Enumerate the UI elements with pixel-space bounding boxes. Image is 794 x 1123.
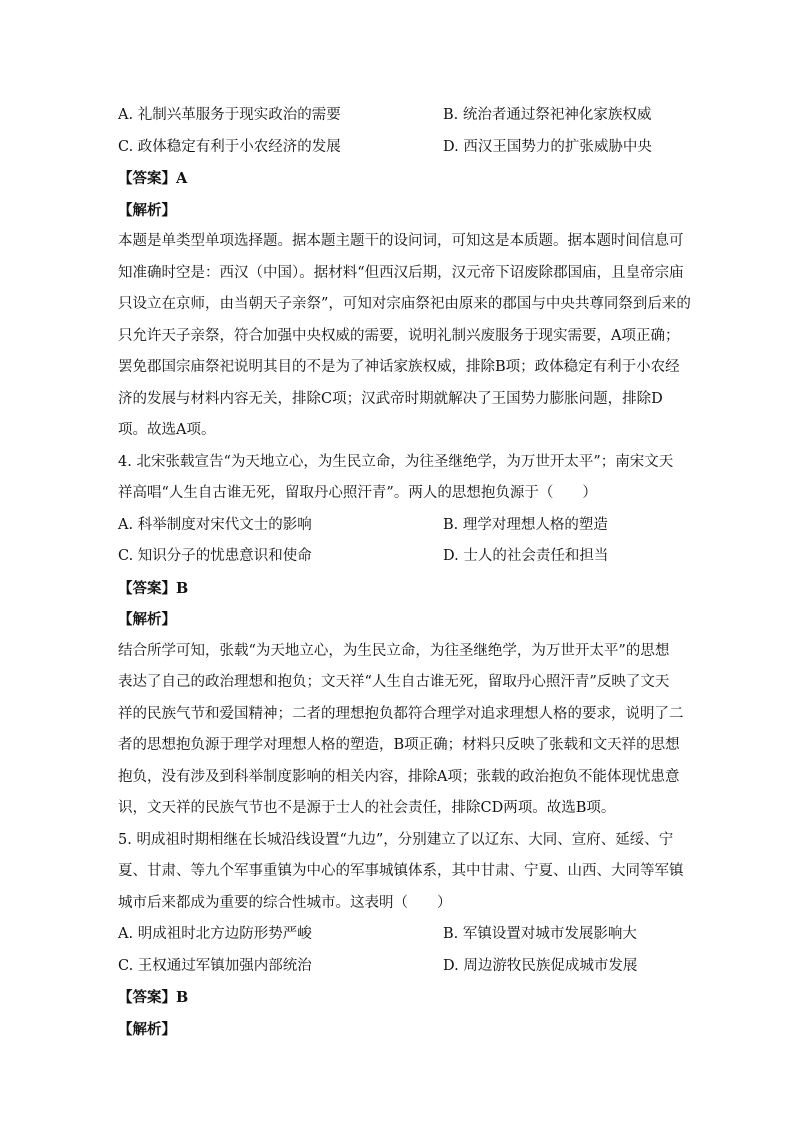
q5-stem-line: 城市后来都成为重要的综合性城市。这表明（ ） xyxy=(118,894,452,911)
q3-option-a: A. 礼制兴革服务于现实政治的需要 xyxy=(118,107,341,123)
q5-options-row-2 xyxy=(118,951,678,983)
q4-option-b: B. 理学对理想人格的塑造 xyxy=(443,516,608,533)
q4-stem-line: 祥高唱“人生自古谁无死，留取丹心照汗青”。两人的思想抱负源于（ ） xyxy=(118,485,597,501)
q3-options-row-2 xyxy=(118,132,678,164)
q4-analysis-line: 者的思想抱负源于理学对理想人格的塑造，B项正确；材料只反映了张载和文天祥的思想 xyxy=(118,737,680,753)
q3-option-b: B. 统治者通过祭祀神化家族权威 xyxy=(443,107,652,123)
q3-option-c: C. 政体稳定有利于小农经济的发展 xyxy=(118,138,341,155)
q4-option-d: D. 士人的社会责任和担当 xyxy=(443,548,609,564)
q5-analysis-label: 【解析】 xyxy=(118,1020,176,1038)
q5-stem-line: 夏、甘肃、等九个军事重镇为中心的军事城镇体系，其中甘肃、宁夏、山西、大同等军镇 xyxy=(118,863,684,879)
q3-analysis-line: 项。故选A项。 xyxy=(118,422,216,438)
q4-analysis-line: 结合所学可知，张载“为天地立心，为生民立命，为往圣继绝学，为万世开太平”的思想 xyxy=(118,642,670,659)
q5-stem xyxy=(118,825,684,920)
q5-option-c: C. 王权通过军镇加强内部统治 xyxy=(118,957,312,974)
q4-analysis-line: 祥的民族气节和爱国精神；二者的理想抱负都符合理学对追求理想人格的要求，说明了二 xyxy=(118,705,684,722)
q3-answer: 【答案】A xyxy=(118,170,188,187)
q4-option-c: C. 知识分子的忧患意识和使命 xyxy=(118,548,312,564)
q4-options-row-2 xyxy=(118,541,678,573)
q3-analysis-label: 【解析】 xyxy=(118,201,176,219)
q4-analysis xyxy=(118,636,684,825)
q3-option-d: D. 西汉王国势力的扩张威胁中央 xyxy=(443,138,652,155)
q3-analysis-line: 济的发展与材料内容无关，排除C项；汉武帝时期就解决了王国势力膨胀问题，排除D xyxy=(118,390,663,407)
q3-analysis-line: 知准确时空是：西汉（中国）。据材料“但西汉后期，汉元帝下诏废除郡国庙，且皇帝宗庙 xyxy=(118,264,684,281)
q4-stem-line: 4. 北宋张载宣告“为天地立心，为生民立命，为往圣继绝学，为万世开太平”；南宋文天 xyxy=(118,453,674,470)
q5-stem-line: 5. 明成祖时期相继在长城沿线设置“九边”，分别建立了以辽东、大同、宣府、延绥、宁 xyxy=(118,831,674,848)
q5-option-b: B. 军镇设置对城市发展影响大 xyxy=(443,926,637,942)
q4-analysis-label: 【解析】 xyxy=(118,611,176,628)
q5-options-row-1 xyxy=(118,919,678,951)
q4-answer: 【答案】B xyxy=(118,579,189,597)
q3-options-row-1 xyxy=(118,100,678,132)
q5-option-d: D. 周边游牧民族促成城市发展 xyxy=(443,957,638,974)
q5-option-a: A. 明成祖时北方边防形势严峻 xyxy=(118,926,312,942)
q4-option-a: A. 科举制度对宋代文士的影响 xyxy=(118,516,312,533)
q4-analysis-line: 表达了自己的政治理想和抱负；文天祥“人生自古谁无死，留取丹心照汗青”反映了文天 xyxy=(118,674,670,690)
q4-stem xyxy=(118,447,678,510)
q3-analysis-line: 只设立在京师，由当朝天子亲祭”，可知对宗庙祭祀由原来的郡国与中央共尊同祭到后来的 xyxy=(118,296,691,312)
q4-analysis-line: 识，文天祥的民族气节也不是源于士人的社会责任，排除CD两项。故选B项。 xyxy=(118,800,616,816)
document-page xyxy=(118,100,691,1045)
q3-analysis-line: 只允许天子亲祭，符合加强中央权威的需要，说明礼制兴废服务于现实需要，A项正确； xyxy=(118,327,680,344)
q3-analysis-line: 本题是单类型单项选择题。据本题主题干的设问词，可知这是本质题。据本题时间信息可 xyxy=(118,233,684,249)
q4-analysis-line: 抱负，没有涉及到科举制度影响的相关内容，排除A项；张载的政治抱负不能体现忧患意 xyxy=(118,768,680,785)
q4-options-row-1 xyxy=(118,510,678,542)
q3-analysis-line: 罢免郡国宗庙祭祀说明其目的不是为了神话家族权威，排除B项；政体稳定有利于小农经 xyxy=(118,359,680,375)
q5-answer: 【答案】B xyxy=(118,989,189,1006)
q3-analysis xyxy=(118,226,691,447)
